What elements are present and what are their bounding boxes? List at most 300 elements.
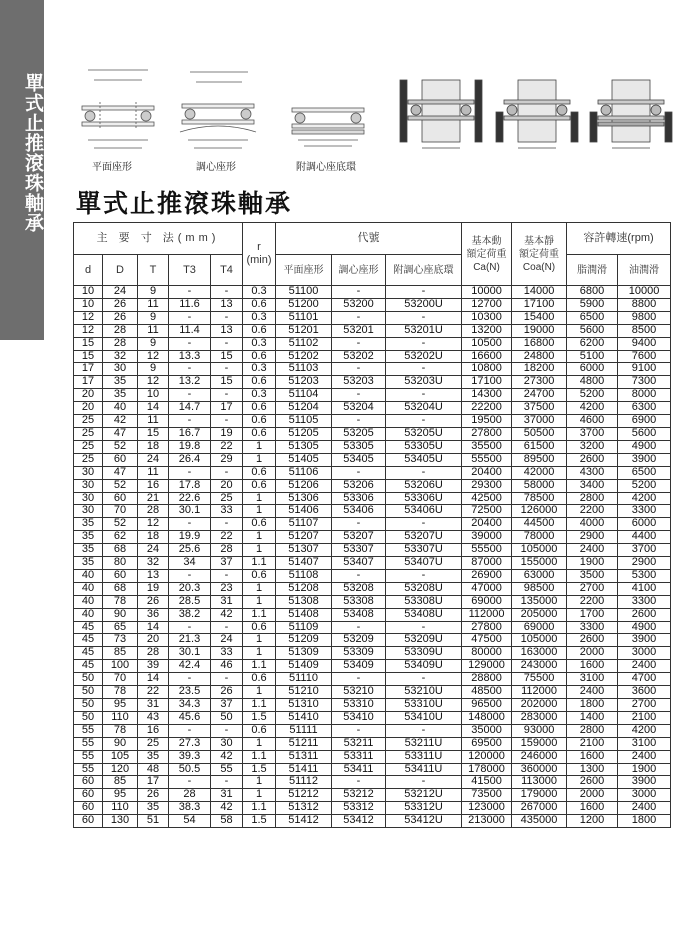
- cell-T4: 37: [211, 699, 243, 712]
- cell-washer-code: 53206U: [386, 479, 462, 492]
- cell-aligning-code: 53200: [332, 298, 386, 311]
- cell-D: 95: [103, 699, 138, 712]
- cell-grease-rpm: 5600: [567, 324, 618, 337]
- cell-D: 32: [103, 350, 138, 363]
- cell-T4: 28: [211, 544, 243, 557]
- cell-oil-rpm: 2400: [618, 660, 671, 673]
- cell-T4: 20: [211, 479, 243, 492]
- table-row: [74, 815, 671, 828]
- cell-D: 95: [103, 789, 138, 802]
- cell-T4: 42: [211, 802, 243, 815]
- cell-washer-code: 53208U: [386, 582, 462, 595]
- cell-ca: 42500: [462, 492, 512, 505]
- cell-ca: 14300: [462, 389, 512, 402]
- cell-T3: 11.4: [169, 324, 211, 337]
- cell-D: 60: [103, 492, 138, 505]
- cell-T3: 13.3: [169, 350, 211, 363]
- cell-T: 32: [138, 557, 169, 570]
- cell-r: 1.1: [243, 750, 276, 763]
- cell-coa: 63000: [512, 569, 567, 582]
- cell-r: 1.5: [243, 763, 276, 776]
- cell-aligning-code: -: [332, 569, 386, 582]
- cell-d: 25: [74, 415, 103, 428]
- cell-grease-rpm: 4800: [567, 376, 618, 389]
- cell-washer-code: 53411U: [386, 763, 462, 776]
- cell-T4: -: [211, 673, 243, 686]
- cell-aligning-code: 53208: [332, 582, 386, 595]
- cell-flat-code: 51204: [276, 402, 332, 415]
- header-dynamic-load: [462, 223, 512, 286]
- cell-grease-rpm: 2600: [567, 634, 618, 647]
- cell-washer-code: -: [386, 776, 462, 789]
- cell-r: 0.6: [243, 376, 276, 389]
- cell-D: 85: [103, 776, 138, 789]
- table-row: [74, 298, 671, 311]
- cell-r: 1.1: [243, 608, 276, 621]
- cell-coa: 93000: [512, 724, 567, 737]
- cell-oil-rpm: 3000: [618, 789, 671, 802]
- cell-washer-code: 53311U: [386, 750, 462, 763]
- cell-aligning-code: -: [332, 621, 386, 634]
- cell-D: 78: [103, 686, 138, 699]
- header-T: T: [138, 255, 169, 286]
- cell-r: 0.3: [243, 311, 276, 324]
- cell-d: 17: [74, 363, 103, 376]
- cell-flat-code: 51104: [276, 389, 332, 402]
- cell-coa: 155000: [512, 557, 567, 570]
- header-dynamic-load-2: 額定荷重: [466, 248, 507, 260]
- table-row: [74, 763, 671, 776]
- cell-flat-code: 51305: [276, 440, 332, 453]
- cell-T3: 17.8: [169, 479, 211, 492]
- cell-grease-rpm: 6800: [567, 286, 618, 299]
- cell-T3: 22.6: [169, 492, 211, 505]
- cell-flat-code: 51411: [276, 763, 332, 776]
- cell-coa: 27300: [512, 376, 567, 389]
- diagram-mounting-2: [494, 76, 580, 152]
- cell-washer-code: -: [386, 363, 462, 376]
- cell-ca: 112000: [462, 608, 512, 621]
- cell-T4: -: [211, 569, 243, 582]
- cell-ca: 35000: [462, 724, 512, 737]
- table-row: [74, 737, 671, 750]
- cell-washer-code: -: [386, 286, 462, 299]
- cell-r: 1.1: [243, 557, 276, 570]
- cell-r: 1.1: [243, 660, 276, 673]
- cell-ca: 10300: [462, 311, 512, 324]
- table-row: [74, 466, 671, 479]
- cell-coa: 14000: [512, 286, 567, 299]
- cell-T4: -: [211, 724, 243, 737]
- cell-ca: 35500: [462, 440, 512, 453]
- header-static-load-3: Coa(N): [522, 261, 556, 273]
- table-row: [74, 415, 671, 428]
- cell-T: 9: [138, 286, 169, 299]
- cell-flat-code: 51110: [276, 673, 332, 686]
- cell-flat-code: 51202: [276, 350, 332, 363]
- cell-washer-code: 53407U: [386, 557, 462, 570]
- cell-aligning-code: 53405: [332, 453, 386, 466]
- cell-grease-rpm: 6200: [567, 337, 618, 350]
- cell-r: 0.3: [243, 337, 276, 350]
- cell-T3: -: [169, 337, 211, 350]
- table-row: [74, 750, 671, 763]
- cell-d: 17: [74, 376, 103, 389]
- cell-grease-rpm: 2800: [567, 492, 618, 505]
- cell-coa: 75500: [512, 673, 567, 686]
- cell-T3: 23.5: [169, 686, 211, 699]
- cell-T4: 42: [211, 750, 243, 763]
- table-row: [74, 389, 671, 402]
- cell-grease-rpm: 1700: [567, 608, 618, 621]
- cell-ca: 47000: [462, 582, 512, 595]
- cell-ca: 12700: [462, 298, 512, 311]
- cell-T: 17: [138, 776, 169, 789]
- cell-T4: 24: [211, 634, 243, 647]
- cell-coa: 113000: [512, 776, 567, 789]
- header-static-load-2: 額定荷重: [519, 248, 560, 260]
- cell-oil-rpm: 1900: [618, 763, 671, 776]
- cell-T3: 20.3: [169, 582, 211, 595]
- cell-T: 11: [138, 298, 169, 311]
- cell-T3: -: [169, 621, 211, 634]
- cell-aligning-code: 53310: [332, 699, 386, 712]
- cell-ca: 72500: [462, 505, 512, 518]
- cell-oil-rpm: 3300: [618, 595, 671, 608]
- cell-T4: 15: [211, 376, 243, 389]
- cell-D: 80: [103, 557, 138, 570]
- cell-flat-code: 51109: [276, 621, 332, 634]
- cell-T: 35: [138, 802, 169, 815]
- cell-grease-rpm: 5100: [567, 350, 618, 363]
- table-row: [74, 427, 671, 440]
- cell-T4: 50: [211, 711, 243, 724]
- cell-T: 9: [138, 337, 169, 350]
- cell-flat-code: 51308: [276, 595, 332, 608]
- cell-flat-code: 51209: [276, 634, 332, 647]
- diagram-flat-seat: [78, 62, 158, 152]
- cell-flat-code: 51310: [276, 699, 332, 712]
- cell-r: 1: [243, 686, 276, 699]
- cell-aligning-code: 53410: [332, 711, 386, 724]
- cell-grease-rpm: 2900: [567, 531, 618, 544]
- cell-T: 11: [138, 466, 169, 479]
- cell-oil-rpm: 4900: [618, 440, 671, 453]
- cell-d: 40: [74, 595, 103, 608]
- cell-oil-rpm: 10000: [618, 286, 671, 299]
- header-static-load: [512, 223, 567, 286]
- cell-washer-code: -: [386, 673, 462, 686]
- cell-T4: 33: [211, 647, 243, 660]
- cell-d: 30: [74, 505, 103, 518]
- cell-T4: -: [211, 311, 243, 324]
- cell-ca: 22200: [462, 402, 512, 415]
- cell-coa: 179000: [512, 789, 567, 802]
- cell-D: 52: [103, 440, 138, 453]
- cell-washer-code: -: [386, 724, 462, 737]
- cell-ca: 19500: [462, 415, 512, 428]
- cell-d: 50: [74, 711, 103, 724]
- cell-washer-code: 53305U: [386, 440, 462, 453]
- cell-T: 21: [138, 492, 169, 505]
- cell-flat-code: 51409: [276, 660, 332, 673]
- cell-flat-code: 51212: [276, 789, 332, 802]
- cell-T: 22: [138, 686, 169, 699]
- cell-d: 12: [74, 311, 103, 324]
- cell-coa: 37000: [512, 415, 567, 428]
- cell-T: 26: [138, 789, 169, 802]
- cell-oil-rpm: 3900: [618, 453, 671, 466]
- cell-T3: 11.6: [169, 298, 211, 311]
- cell-r: 0.3: [243, 286, 276, 299]
- cell-washer-code: 53209U: [386, 634, 462, 647]
- cell-r: 0.6: [243, 350, 276, 363]
- table-row: [74, 440, 671, 453]
- cell-T: 9: [138, 311, 169, 324]
- cell-T3: 50.5: [169, 763, 211, 776]
- cell-oil-rpm: 6300: [618, 402, 671, 415]
- header-r-label: r: [257, 241, 261, 253]
- cell-T: 20: [138, 634, 169, 647]
- cell-aligning-code: 53406: [332, 505, 386, 518]
- cell-r: 0.3: [243, 389, 276, 402]
- cell-T: 24: [138, 453, 169, 466]
- cell-oil-rpm: 5600: [618, 427, 671, 440]
- cell-grease-rpm: 4300: [567, 466, 618, 479]
- cell-T4: 46: [211, 660, 243, 673]
- cell-D: 30: [103, 363, 138, 376]
- cell-aligning-code: 53306: [332, 492, 386, 505]
- cell-d: 10: [74, 298, 103, 311]
- cell-aligning-code: 53411: [332, 763, 386, 776]
- cell-coa: 135000: [512, 595, 567, 608]
- cell-d: 35: [74, 531, 103, 544]
- cell-ca: 96500: [462, 699, 512, 712]
- cell-oil-rpm: 5300: [618, 569, 671, 582]
- cell-flat-code: 51105: [276, 415, 332, 428]
- cell-grease-rpm: 1400: [567, 711, 618, 724]
- cell-T4: -: [211, 415, 243, 428]
- cell-oil-rpm: 3900: [618, 776, 671, 789]
- cell-T3: 16.7: [169, 427, 211, 440]
- header-T4: T4: [211, 255, 243, 286]
- cell-coa: 50500: [512, 427, 567, 440]
- cell-ca: 213000: [462, 815, 512, 828]
- cell-oil-rpm: 1800: [618, 815, 671, 828]
- cell-ca: 10800: [462, 363, 512, 376]
- cell-flat-code: 51205: [276, 427, 332, 440]
- cell-T: 25: [138, 737, 169, 750]
- cell-ca: 26900: [462, 569, 512, 582]
- cell-D: 52: [103, 518, 138, 531]
- header-oil: 油潤滑: [618, 255, 671, 286]
- cell-d: 40: [74, 582, 103, 595]
- cell-ca: 80000: [462, 647, 512, 660]
- cell-D: 28: [103, 337, 138, 350]
- cell-coa: 435000: [512, 815, 567, 828]
- cell-flat-code: 51203: [276, 376, 332, 389]
- cell-d: 45: [74, 621, 103, 634]
- cell-ca: 28800: [462, 673, 512, 686]
- cell-T: 43: [138, 711, 169, 724]
- cell-T4: 37: [211, 557, 243, 570]
- cell-coa: 205000: [512, 608, 567, 621]
- cell-D: 70: [103, 673, 138, 686]
- cell-oil-rpm: 3900: [618, 634, 671, 647]
- cell-washer-code: 53211U: [386, 737, 462, 750]
- table-row: [74, 634, 671, 647]
- cell-coa: 112000: [512, 686, 567, 699]
- cell-T4: 33: [211, 505, 243, 518]
- cell-ca: 29300: [462, 479, 512, 492]
- cell-r: 1: [243, 737, 276, 750]
- cell-grease-rpm: 1800: [567, 699, 618, 712]
- table-row: [74, 544, 671, 557]
- cell-aligning-code: -: [332, 311, 386, 324]
- cell-d: 50: [74, 673, 103, 686]
- cell-r: 0.6: [243, 673, 276, 686]
- cell-T4: 15: [211, 350, 243, 363]
- cell-T4: 30: [211, 737, 243, 750]
- cell-r: 0.6: [243, 621, 276, 634]
- cell-coa: 126000: [512, 505, 567, 518]
- cell-T3: 30.1: [169, 647, 211, 660]
- cell-D: 26: [103, 311, 138, 324]
- cell-washer-code: 53408U: [386, 608, 462, 621]
- cell-T4: 42: [211, 608, 243, 621]
- cell-aligning-code: -: [332, 389, 386, 402]
- cell-washer-code: -: [386, 621, 462, 634]
- cell-T3: 25.6: [169, 544, 211, 557]
- side-tab-label: 單式止推滾珠軸承: [22, 73, 44, 233]
- cell-D: 90: [103, 737, 138, 750]
- cell-r: 1: [243, 440, 276, 453]
- header-flat-seat: 平面座形: [276, 255, 332, 286]
- cell-r: 0.6: [243, 298, 276, 311]
- cell-coa: 17100: [512, 298, 567, 311]
- header-d: d: [74, 255, 103, 286]
- cell-D: 47: [103, 427, 138, 440]
- cell-ca: 120000: [462, 750, 512, 763]
- table-row: [74, 350, 671, 363]
- cell-grease-rpm: 2800: [567, 724, 618, 737]
- header-D: D: [103, 255, 138, 286]
- cell-T3: 38.2: [169, 608, 211, 621]
- cell-T: 11: [138, 324, 169, 337]
- cell-ca: 148000: [462, 711, 512, 724]
- cell-d: 55: [74, 763, 103, 776]
- cell-washer-code: 53210U: [386, 686, 462, 699]
- cell-T4: 23: [211, 582, 243, 595]
- cell-aligning-code: 53408: [332, 608, 386, 621]
- cell-T: 19: [138, 582, 169, 595]
- cell-d: 20: [74, 402, 103, 415]
- cell-r: 0.6: [243, 324, 276, 337]
- cell-T3: 13.2: [169, 376, 211, 389]
- cell-grease-rpm: 2000: [567, 647, 618, 660]
- cell-grease-rpm: 4200: [567, 402, 618, 415]
- table-row: [74, 582, 671, 595]
- cell-aligning-code: -: [332, 466, 386, 479]
- cell-D: 24: [103, 286, 138, 299]
- cell-flat-code: 51206: [276, 479, 332, 492]
- cell-T4: -: [211, 621, 243, 634]
- cell-D: 47: [103, 466, 138, 479]
- header-dynamic-load-3: Ca(N): [473, 261, 500, 273]
- cell-grease-rpm: 1600: [567, 802, 618, 815]
- cell-T3: 28.5: [169, 595, 211, 608]
- table-row: [74, 647, 671, 660]
- table-row: [74, 363, 671, 376]
- cell-D: 62: [103, 531, 138, 544]
- cell-T: 16: [138, 724, 169, 737]
- cell-d: 60: [74, 815, 103, 828]
- cell-aligning-code: 53407: [332, 557, 386, 570]
- cell-coa: 18200: [512, 363, 567, 376]
- table-row: [74, 621, 671, 634]
- cell-d: 40: [74, 569, 103, 582]
- cell-aligning-code: -: [332, 363, 386, 376]
- cell-D: 68: [103, 582, 138, 595]
- cell-washer-code: 53200U: [386, 298, 462, 311]
- cell-washer-code: 53410U: [386, 711, 462, 724]
- header-aligning-seat: 調心座形: [332, 255, 386, 286]
- cell-flat-code: 51312: [276, 802, 332, 815]
- cell-T3: 34: [169, 557, 211, 570]
- cell-T3: 27.3: [169, 737, 211, 750]
- cell-ca: 73500: [462, 789, 512, 802]
- cell-flat-code: 51112: [276, 776, 332, 789]
- cell-D: 40: [103, 402, 138, 415]
- cell-D: 28: [103, 324, 138, 337]
- cell-T3: 34.3: [169, 699, 211, 712]
- cell-T4: -: [211, 337, 243, 350]
- cell-r: 1: [243, 776, 276, 789]
- cell-washer-code: -: [386, 311, 462, 324]
- cell-r: 0.6: [243, 427, 276, 440]
- cell-flat-code: 51412: [276, 815, 332, 828]
- table-row: [74, 595, 671, 608]
- table-row: [74, 711, 671, 724]
- cell-grease-rpm: 6000: [567, 363, 618, 376]
- cell-ca: 69500: [462, 737, 512, 750]
- cell-washer-code: -: [386, 466, 462, 479]
- cell-aligning-code: 53409: [332, 660, 386, 673]
- cell-T3: 54: [169, 815, 211, 828]
- cell-washer-code: -: [386, 337, 462, 350]
- cell-coa: 163000: [512, 647, 567, 660]
- cell-oil-rpm: 6500: [618, 466, 671, 479]
- cell-d: 50: [74, 699, 103, 712]
- cell-T3: 19.8: [169, 440, 211, 453]
- cell-grease-rpm: 1600: [567, 660, 618, 673]
- cell-grease-rpm: 6500: [567, 311, 618, 324]
- cell-washer-code: 53306U: [386, 492, 462, 505]
- table-row: [74, 569, 671, 582]
- cell-coa: 78500: [512, 492, 567, 505]
- table-row: [74, 660, 671, 673]
- cell-r: 1.5: [243, 711, 276, 724]
- cell-oil-rpm: 4200: [618, 492, 671, 505]
- cell-oil-rpm: 2900: [618, 557, 671, 570]
- caption-aligning-seat: 調心座形: [196, 162, 236, 173]
- table-row: [74, 376, 671, 389]
- cell-r: 1: [243, 582, 276, 595]
- cell-T: 13: [138, 569, 169, 582]
- cell-oil-rpm: 9100: [618, 363, 671, 376]
- cell-coa: 78000: [512, 531, 567, 544]
- table-row: [74, 686, 671, 699]
